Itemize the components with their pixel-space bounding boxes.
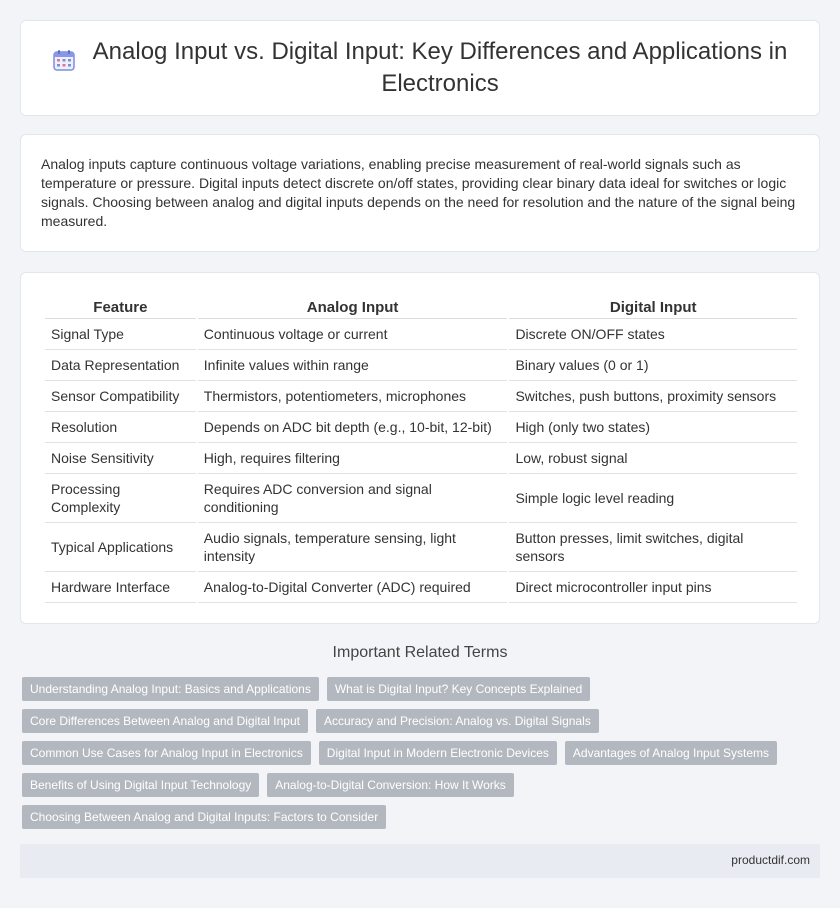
column-header-analog: Analog Input <box>198 297 508 319</box>
table-row <box>45 319 797 350</box>
table-row <box>45 572 797 603</box>
table-cell-feature: Hardware Interface <box>45 572 196 603</box>
related-term-tag[interactable]: Analog-to-Digital Conversion: How It Works <box>267 773 514 797</box>
column-header-digital: Digital Input <box>509 297 797 319</box>
related-term-tag[interactable]: Choosing Between Analog and Digital Inputs: Factors to Consider <box>22 805 386 829</box>
table-row <box>45 412 797 443</box>
related-term-tag[interactable]: Common Use Cases for Analog Input in Electronics <box>22 741 311 765</box>
table-cell-digital: Simple logic level reading <box>509 474 797 523</box>
comparison-table-card <box>20 272 820 624</box>
column-header-feature: Feature <box>45 297 196 319</box>
table-cell-digital: Direct microcontroller input pins <box>509 572 797 603</box>
related-term-tag[interactable]: Understanding Analog Input: Basics and Applications <box>22 677 319 701</box>
table-row <box>45 474 797 523</box>
table-cell-analog: Requires ADC conversion and signal conditioning <box>198 474 508 523</box>
table-row <box>45 350 797 381</box>
related-term-tag[interactable]: Accuracy and Precision: Analog vs. Digital Signals <box>316 709 599 733</box>
table-cell-feature: Processing Complexity <box>45 474 196 523</box>
table-cell-analog: Analog-to-Digital Converter (ADC) required <box>198 572 508 603</box>
related-term-tag[interactable]: Advantages of Analog Input Systems <box>565 741 777 765</box>
table-cell-feature: Resolution <box>45 412 196 443</box>
table-cell-digital: Button presses, limit switches, digital sensors <box>509 523 797 572</box>
table-row <box>45 381 797 412</box>
table-cell-feature: Noise Sensitivity <box>45 443 196 474</box>
table-cell-analog: Depends on ADC bit depth (e.g., 10-bit, 12-bit) <box>198 412 508 443</box>
table-row <box>45 443 797 474</box>
table-header-row <box>45 297 797 319</box>
table-cell-feature: Typical Applications <box>45 523 196 572</box>
comparison-table <box>43 297 799 603</box>
related-term-tag[interactable]: Benefits of Using Digital Input Technology <box>22 773 259 797</box>
summary-text: Analog inputs capture continuous voltage variations, enabling precise measurement of real-world signals such as temperature or pressure. Digital inputs detect discrete on/off states, providing clear binary data ideal for switches or logic signals. Choosing between analog and digital inputs depends on the need for resolution and the nature of the signal being measured. <box>41 156 796 229</box>
related-terms-title: Important Related Terms <box>332 644 508 661</box>
related-term-tag[interactable]: What is Digital Input? Key Concepts Explained <box>327 677 590 701</box>
table-cell-digital: Discrete ON/OFF states <box>509 319 797 350</box>
table-cell-feature: Data Representation <box>45 350 196 381</box>
table-cell-feature: Signal Type <box>45 319 196 350</box>
summary-card <box>20 134 820 252</box>
table-cell-analog: Audio signals, temperature sensing, light intensity <box>198 523 508 572</box>
table-cell-analog: Continuous voltage or current <box>198 319 508 350</box>
related-term-tag[interactable]: Core Differences Between Analog and Digital Input <box>22 709 308 733</box>
table-cell-digital: Switches, push buttons, proximity sensors <box>509 381 797 412</box>
table-cell-analog: Infinite values within range <box>198 350 508 381</box>
footer-site-link[interactable]: productdif.com <box>731 853 810 867</box>
table-cell-digital: High (only two states) <box>509 412 797 443</box>
table-cell-analog: Thermistors, potentiometers, microphones <box>198 381 508 412</box>
page-title: Analog Input vs. Digital Input: Key Differences and Applications in Electronics <box>92 38 788 97</box>
footer <box>20 844 820 878</box>
table-cell-analog: High, requires filtering <box>198 443 508 474</box>
related-term-tag[interactable]: Digital Input in Modern Electronic Devices <box>319 741 557 765</box>
table-cell-feature: Sensor Compatibility <box>45 381 196 412</box>
related-terms-list <box>22 677 802 829</box>
table-row <box>45 523 797 572</box>
table-cell-digital: Binary values (0 or 1) <box>509 350 797 381</box>
header-card <box>20 20 820 116</box>
table-cell-digital: Low, robust signal <box>509 443 797 474</box>
